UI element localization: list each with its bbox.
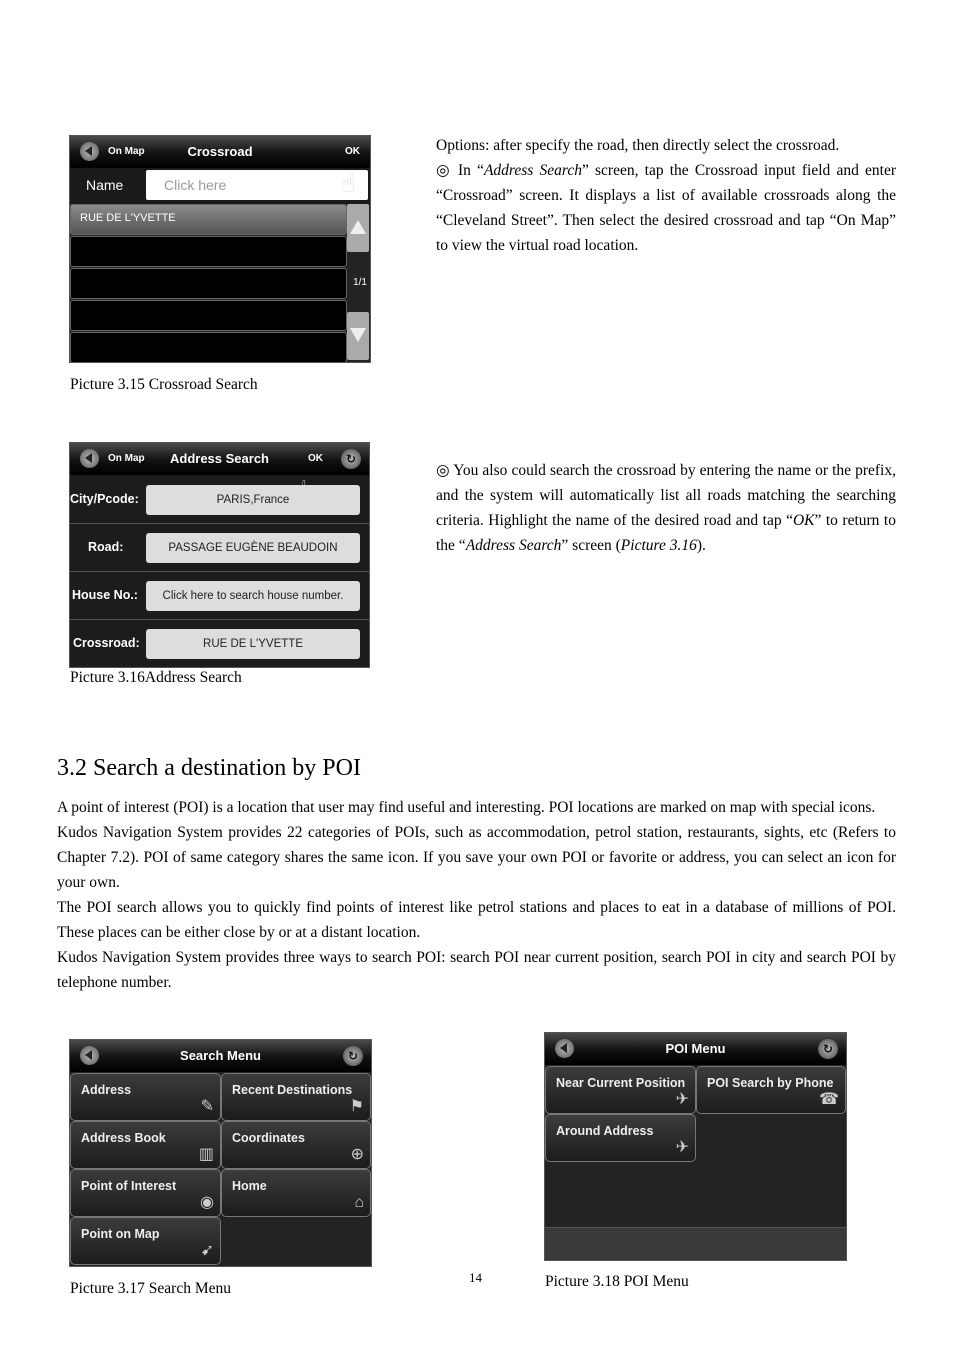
arrow-down-icon: [350, 328, 366, 342]
pencil-icon: ✎: [200, 1098, 214, 1115]
bottom-bar: [545, 1227, 846, 1260]
ok-button[interactable]: OK: [345, 146, 360, 157]
figure-caption: Picture 3.15 Crossroad Search: [70, 376, 258, 393]
pointer-hand-icon: ☝: [340, 168, 356, 198]
paragraph-prefix-search: ◎ You also could search the crossroad by entering the name or the prefix, and the system will automatically list all roads matching the searching criteria. Highlight the name of the desired road and tap “OK” to return to the “Address Search” screen (Picture 3.16).: [436, 462, 896, 554]
globe-icon: ⊕: [350, 1146, 364, 1163]
field-row: Crossroad: RUE DE L'YVETTE: [70, 620, 369, 667]
scroll-down-button[interactable]: [347, 312, 369, 360]
poi-search-by-phone-button[interactable]: POI Search by Phone ☎: [696, 1066, 846, 1114]
pointer-hand-icon: ☝: [292, 475, 308, 505]
screen-title: Search Menu: [180, 1048, 261, 1063]
title-bar: [70, 136, 370, 168]
section-heading: 3.2 Search a destination by POI: [57, 755, 361, 781]
poi-menu-screen: [544, 1032, 847, 1261]
city-field[interactable]: PARIS,France: [146, 485, 360, 515]
screen-title: Crossroad: [187, 144, 253, 159]
phone-icon: ☎: [819, 1091, 839, 1108]
paragraph-crossroad: Options: after specify the road, then directly select the crossroad. ◎ In “Address Search” screen, tap the Crossroad input field and enter “Crossroad” screen. It displays a list of available crossroads along the “Cleveland Street”. Then select the desired crossroad and tap “On Map” to view the virtual road location.: [436, 137, 896, 254]
figure-caption: Picture 3.16Address Search: [70, 669, 242, 686]
address-search-screen: [69, 442, 370, 668]
ok-button[interactable]: OK: [308, 453, 323, 464]
on-map-button[interactable]: On Map: [108, 453, 145, 464]
paragraph: The POI search allows you to quickly find points of interest like petrol stations and places to eat in a database of millions of POI. These places can be either close by or at a distant location.: [57, 899, 896, 941]
flag-icon: ⚑: [349, 1098, 364, 1115]
list-item[interactable]: [70, 268, 347, 299]
point-on-map-button[interactable]: Point on Map ➹: [70, 1217, 221, 1265]
search-menu-screen: [69, 1039, 372, 1267]
address-button[interactable]: Address ✎: [70, 1073, 221, 1121]
paragraph: Kudos Navigation System provides three ways to search POI: search POI near current position, search POI in city and search POI by telephone number.: [57, 949, 896, 991]
list-item[interactable]: RUE DE L'YVETTE: [70, 204, 347, 235]
field-row: Road: PASSAGE EUGÈNE BEAUDOIN: [70, 524, 369, 572]
map-icon[interactable]: ↻: [818, 1039, 838, 1059]
title-bar: [70, 443, 369, 475]
around-address-button[interactable]: Around Address ✈: [545, 1114, 696, 1162]
section-body: [57, 795, 896, 995]
figure-caption: Picture 3.18 POI Menu: [545, 1273, 689, 1290]
screen-title: POI Menu: [665, 1041, 726, 1056]
point-of-interest-button[interactable]: Point of Interest ◉: [70, 1169, 221, 1217]
home-button[interactable]: Home ⌂: [221, 1169, 371, 1217]
book-icon: ▥: [198, 1146, 214, 1163]
list-item[interactable]: [70, 332, 347, 363]
poi-icon: ◉: [200, 1194, 214, 1211]
field-row: City/Pcode: PARIS,France: [70, 476, 369, 524]
field-row: House No.: Click here to search house number.: [70, 572, 369, 620]
screen-title: Address Search: [170, 451, 269, 466]
address-book-button[interactable]: Address Book ▥: [70, 1121, 221, 1169]
paragraph: Kudos Navigation System provides 22 categories of POIs, such as accommodation, petrol station, restaurants, sights, etc (Refers to Chapter 7.2). POI of same category shares the same icon. If you save your own POI or favorite or address, you can select an icon for your own.: [57, 824, 896, 891]
figure-caption: Picture 3.17 Search Menu: [70, 1280, 231, 1297]
car-icon: ✈: [675, 1091, 689, 1108]
near-current-position-button[interactable]: Near Current Position ✈: [545, 1066, 696, 1114]
list-item[interactable]: [70, 236, 347, 267]
name-row: [70, 168, 370, 204]
plane-icon: ✈: [675, 1139, 689, 1156]
map-pointer-icon: ➹: [200, 1242, 214, 1259]
road-field[interactable]: PASSAGE EUGÈNE BEAUDOIN: [146, 533, 360, 563]
crossroad-field[interactable]: RUE DE L'YVETTE: [146, 629, 360, 659]
map-icon[interactable]: ↻: [341, 449, 361, 469]
page-indicator: 1/1: [353, 277, 367, 288]
home-icon: ⌂: [354, 1194, 364, 1211]
page-number: 14: [469, 1270, 482, 1285]
paragraph: A point of interest (POI) is a location that user may find useful and interesting. POI locations are marked on map with special icons.: [57, 799, 876, 816]
crossroad-screen: [69, 135, 371, 363]
title-bar: [545, 1033, 846, 1065]
scroll-up-button[interactable]: [347, 204, 369, 252]
arrow-up-icon: [350, 220, 366, 234]
list-item[interactable]: [70, 300, 347, 331]
coordinates-button[interactable]: Coordinates ⊕: [221, 1121, 371, 1169]
name-input[interactable]: Click here: [146, 170, 368, 200]
map-icon[interactable]: ↻: [343, 1046, 363, 1066]
on-map-button[interactable]: On Map: [108, 146, 145, 157]
recent-destinations-button[interactable]: Recent Destinations ⚑: [221, 1073, 371, 1121]
name-label: Name: [86, 177, 124, 193]
house-number-field[interactable]: Click here to search house number.: [146, 581, 360, 611]
title-bar: [70, 1040, 371, 1072]
